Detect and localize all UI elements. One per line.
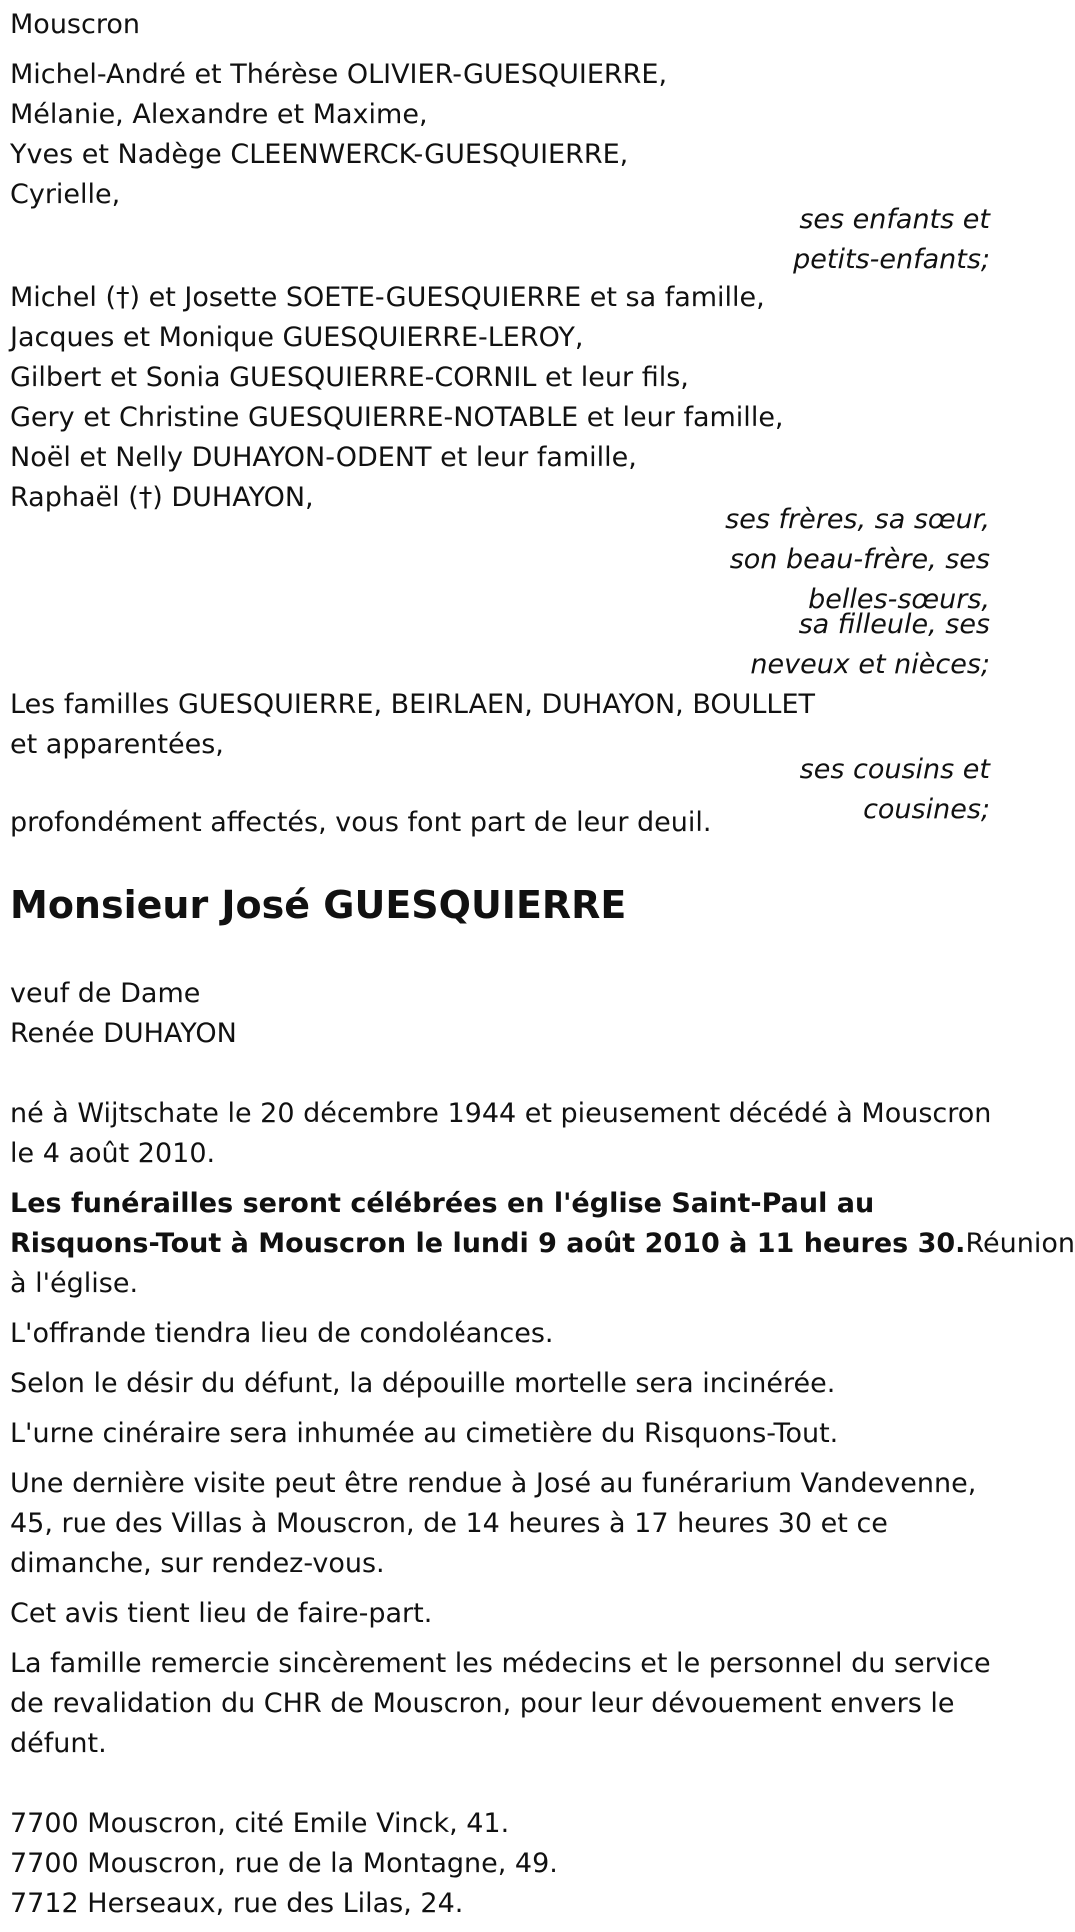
family-line: Mélanie, Alexandre et Maxime, <box>10 99 428 130</box>
relation-text: neveux et nièces; <box>750 649 990 680</box>
relation-text: ses cousins et <box>799 754 990 785</box>
family-line: Michel (†) et Josette SOETE-GUESQUIERRE et sa famille, <box>10 282 765 313</box>
funeral-meeting: Réunion <box>965 1228 1075 1259</box>
wish-line: Selon le désir du défunt, la dépouille mortelle sera incinérée. <box>10 1368 836 1399</box>
offering-line: L'offrande tiendra lieu de condoléances. <box>10 1318 554 1349</box>
family-line: Les familles GUESQUIERRE, BEIRLAEN, DUHAYON, BOULLET <box>10 689 816 720</box>
funeral-line: Les funérailles seront célébrées en l'église Saint-Paul au <box>10 1188 875 1219</box>
address-line: 7712 Herseaux, rue des Lilas, 24. <box>10 1888 464 1919</box>
widower-line: veuf de Dame <box>10 978 201 1009</box>
relation-text: ses frères, sa sœur, <box>725 504 990 535</box>
family-line: Raphaël (†) DUHAYON, <box>10 482 314 513</box>
notice-line: Cet avis tient lieu de faire-part. <box>10 1598 433 1629</box>
birth-death-line: né à Wijtschate le 20 décembre 1944 et pieusement décédé à Mouscron <box>10 1098 992 1129</box>
relation-text: belles-sœurs, <box>808 584 990 615</box>
family-line: Gery et Christine GUESQUIERRE-NOTABLE et leur famille, <box>10 402 784 433</box>
family-line: Jacques et Monique GUESQUIERRE-LEROY, <box>10 322 584 353</box>
address-line: 7700 Mouscron, cité Emile Vinck, 41. <box>10 1808 510 1839</box>
widower-line: Renée DUHAYON <box>10 1018 237 1049</box>
deceased-name: Monsieur José GUESQUIERRE <box>10 883 627 927</box>
family-line: Gilbert et Sonia GUESQUIERRE-CORNIL et leur fils, <box>10 362 689 393</box>
birth-death-line: le 4 août 2010. <box>10 1138 216 1169</box>
visit-line: dimanche, sur rendez-vous. <box>10 1548 385 1579</box>
thanks-line: de revalidation du CHR de Mouscron, pour leur dévouement envers le <box>10 1688 955 1719</box>
visit-line: 45, rue des Villas à Mouscron, de 14 heures à 17 heures 30 et ce <box>10 1508 888 1539</box>
family-line: et apparentées, <box>10 729 224 760</box>
thanks-line: défunt. <box>10 1728 107 1759</box>
funeral-line <box>10 1224 1075 1264</box>
funeral-datetime: Risquons-Tout à Mouscron le lundi 9 août 2010 à 11 heures 30. <box>10 1228 966 1259</box>
family-line: Michel-André et Thérèse OLIVIER-GUESQUIERRE, <box>10 59 668 90</box>
family-line: Cyrielle, <box>10 179 121 210</box>
closing-line: profondément affectés, vous font part de leur deuil. <box>10 807 712 838</box>
thanks-line: La famille remercie sincèrement les médecins et le personnel du service <box>10 1648 991 1679</box>
family-line: Yves et Nadège CLEENWERCK-GUESQUIERRE, <box>10 139 629 170</box>
relation-text: son beau-frère, ses <box>729 544 990 575</box>
family-line: Noël et Nelly DUHAYON-ODENT et leur famille, <box>10 442 637 473</box>
relation-text: petits-enfants; <box>793 244 990 275</box>
visit-line: Une dernière visite peut être rendue à José au funérarium Vandevenne, <box>10 1468 977 1499</box>
relation-text: cousines; <box>863 794 990 825</box>
urn-line: L'urne cinéraire sera inhumée au cimetière du Risquons-Tout. <box>10 1418 839 1449</box>
city-heading: Mouscron <box>10 9 140 40</box>
relation-text: sa filleule, ses <box>798 609 990 640</box>
funeral-line: à l'église. <box>10 1268 139 1299</box>
relation-text: ses enfants et <box>799 204 990 235</box>
address-line: 7700 Mouscron, rue de la Montagne, 49. <box>10 1848 558 1879</box>
